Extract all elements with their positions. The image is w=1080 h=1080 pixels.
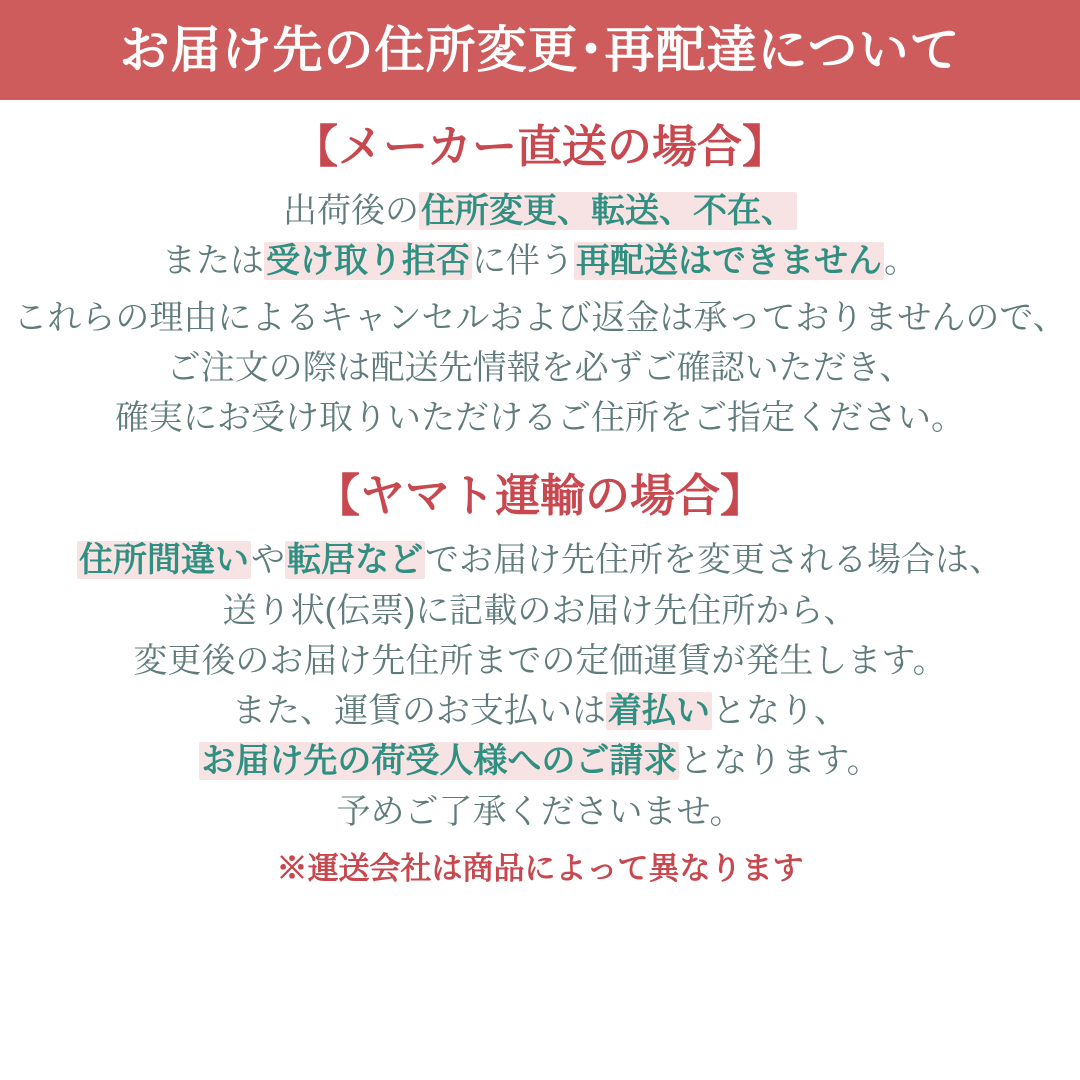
text-segment: 変更後のお届け先住所までの定価運賃が発生します。 <box>133 641 947 680</box>
notice-line <box>10 687 1070 735</box>
highlight-segment: 住所変更、転送、不在、 <box>421 192 795 230</box>
text-segment: に伴う <box>472 242 574 281</box>
text-segment: これらの理由によるキャンセルおよび返金は承っておりませんので、 <box>13 298 1067 337</box>
highlight-segment: 受け取り拒否 <box>266 242 470 281</box>
text-segment: となります。 <box>679 742 881 781</box>
text-segment: また、運賃のお支払いは <box>232 692 606 731</box>
notice-content <box>0 100 1080 1080</box>
text-segment: でお届け先住所を変更される場合は、 <box>425 541 1003 580</box>
page-title: お届け先の住所変更･再配達について <box>119 22 961 78</box>
text-segment: または <box>162 242 264 281</box>
notice-line <box>10 587 1070 635</box>
footer-note: ※運送会社は商品によって異なります <box>276 850 804 886</box>
highlight-segment: 転居など <box>287 541 423 580</box>
notice-line <box>10 237 1070 285</box>
highlight-segment: 着払い <box>608 692 710 731</box>
section-heading-maker-direct: 【メーカー直送の場合】 <box>292 121 788 172</box>
text-segment: 送り状(伝票)に記載のお届け先住所から、 <box>222 591 858 630</box>
page-banner <box>0 0 1080 100</box>
text-segment: 確実にお受け取りいただけるご住所をご指定ください。 <box>115 399 965 438</box>
notice-line <box>10 344 1070 392</box>
text-segment: や <box>251 541 285 580</box>
notice-line <box>10 294 1070 342</box>
text-segment: 予めご了承くださいませ。 <box>336 792 744 831</box>
text-segment: ご注文の際は配送先情報を必ずご確認いただき、 <box>166 348 914 387</box>
highlight-segment: 住所間違い <box>79 541 249 580</box>
text-segment: 出荷後の <box>283 192 419 230</box>
section-heading-yamato: 【ヤマト運輸の場合】 <box>314 470 765 522</box>
notice-line <box>10 637 1070 685</box>
notice-line <box>10 394 1070 442</box>
notice-line <box>10 737 1070 785</box>
notice-line <box>10 788 1070 836</box>
highlight-segment: お届け先の荷受人様へのご請求 <box>201 742 678 781</box>
notice-line <box>10 536 1070 584</box>
highlight-segment: 再配送はできません <box>576 242 882 281</box>
notice-line <box>10 187 1070 235</box>
text-segment: となり、 <box>712 692 848 731</box>
text-segment: 。 <box>884 242 918 281</box>
